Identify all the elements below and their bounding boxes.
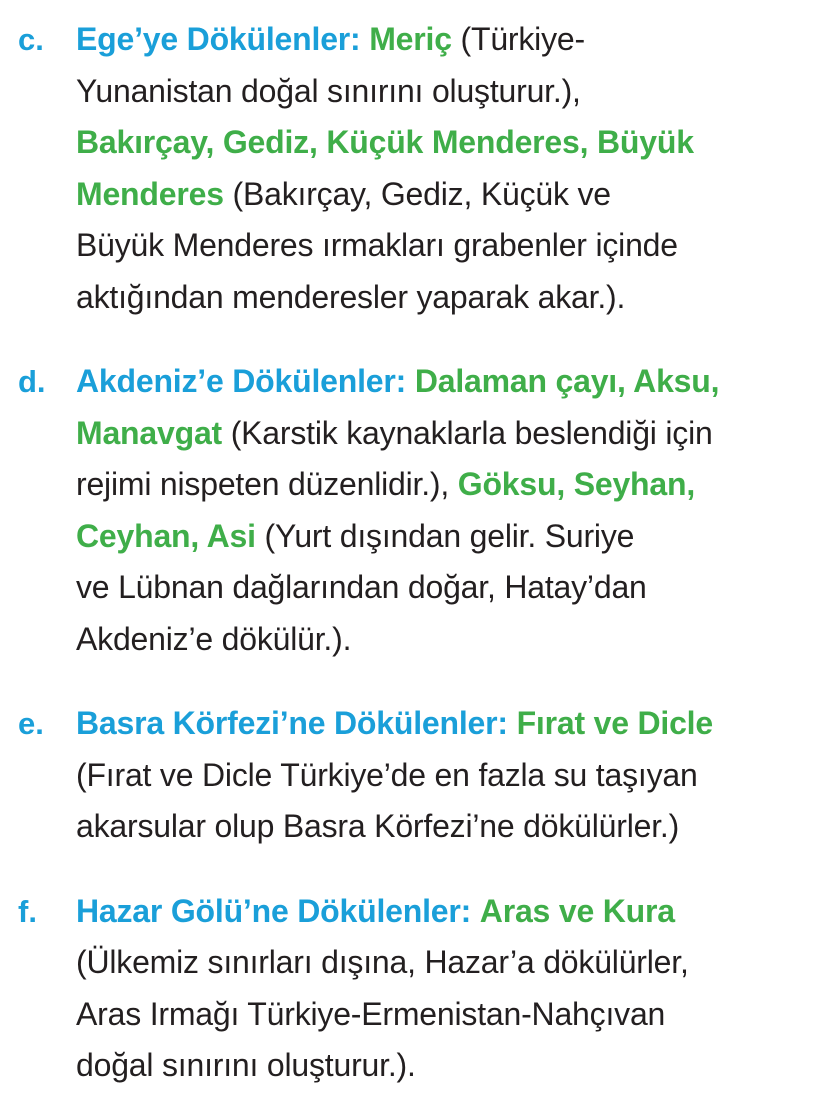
body-text: (Karstik kaynaklarla beslendiği için (230, 414, 713, 451)
list-item-aegean (18, 14, 804, 323)
river-name: Fırat ve Dicle (516, 705, 713, 741)
text-line (76, 220, 804, 272)
text-line (76, 801, 804, 853)
section-heading: Akdeniz’e Dökülenler: (76, 363, 407, 399)
text-line (76, 459, 804, 511)
river-name: Meriç (369, 21, 452, 57)
body-text: (Bakırçay, Gediz, Küçük ve (232, 175, 611, 212)
list-item-text (76, 356, 804, 665)
list-item-caspian (18, 886, 804, 1092)
river-name: Ceyhan, Asi (76, 517, 256, 554)
text-line (76, 14, 804, 66)
body-text: (Türkiye- (460, 21, 585, 57)
body-text: (Fırat ve Dicle Türkiye’de en fazla su taşıyan (76, 756, 698, 793)
text-line (76, 750, 804, 802)
text-line (76, 66, 804, 118)
section-heading: Basra Körfezi’ne Dökülenler: (76, 705, 508, 741)
river-name: Menderes (76, 175, 224, 212)
body-text: akarsular olup Basra Körfezi’ne dökülürler.) (76, 808, 680, 844)
list-item-persian-gulf (18, 698, 804, 853)
text-line (76, 886, 804, 938)
river-name: Dalaman çayı, Aksu, (414, 363, 720, 399)
river-name: Manavgat (76, 414, 222, 451)
text-line (76, 614, 804, 666)
body-text: (Yurt dışından gelir. Suriye (264, 517, 635, 554)
text-line (76, 1040, 804, 1092)
body-text: Büyük Menderes ırmakları grabenler içinde (76, 227, 678, 263)
text-line (76, 117, 804, 169)
text-line (76, 511, 804, 563)
text-line (76, 562, 804, 614)
body-text: doğal sınırını oluşturur.). (76, 1047, 416, 1083)
text-line (76, 989, 804, 1041)
list-item-text (76, 14, 804, 323)
text-line (76, 272, 804, 324)
body-text: aktığından menderesler yaparak akar.). (76, 278, 626, 315)
list-item-text (76, 698, 804, 853)
list-item-text (76, 886, 804, 1092)
text-line (76, 698, 804, 750)
text-line (76, 408, 804, 460)
section-heading: Ege’ye Dökülenler: (76, 21, 361, 57)
body-text: Yunanistan doğal sınırını oluşturur.), (76, 72, 581, 109)
body-text: ve Lübnan dağlarından doğar, Hatay’dan (76, 569, 647, 605)
body-text: Aras Irmağı Türkiye-Ermenistan-Nahçıvan (76, 995, 666, 1032)
list-marker: c. (18, 22, 44, 57)
body-text: (Ülkemiz sınırları dışına, Hazar’a dökülürler, (76, 944, 689, 980)
text-line (76, 356, 804, 408)
river-name: Göksu, Seyhan, (457, 466, 696, 502)
list-item-mediterranean (18, 356, 804, 665)
river-name: Bakırçay, Gediz, Küçük Menderes, Büyük (76, 124, 694, 160)
list-marker: d. (18, 364, 46, 399)
list-marker: f. (18, 893, 37, 929)
body-text: Akdeniz’e dökülür.). (76, 620, 352, 657)
river-name: Aras ve Kura (479, 892, 675, 929)
text-line (76, 937, 804, 989)
list-marker: e. (18, 706, 44, 741)
body-text: rejimi nispeten düzenlidir.), (76, 466, 450, 502)
section-heading: Hazar Gölü’ne Dökülenler: (76, 892, 472, 929)
text-line (76, 169, 804, 221)
